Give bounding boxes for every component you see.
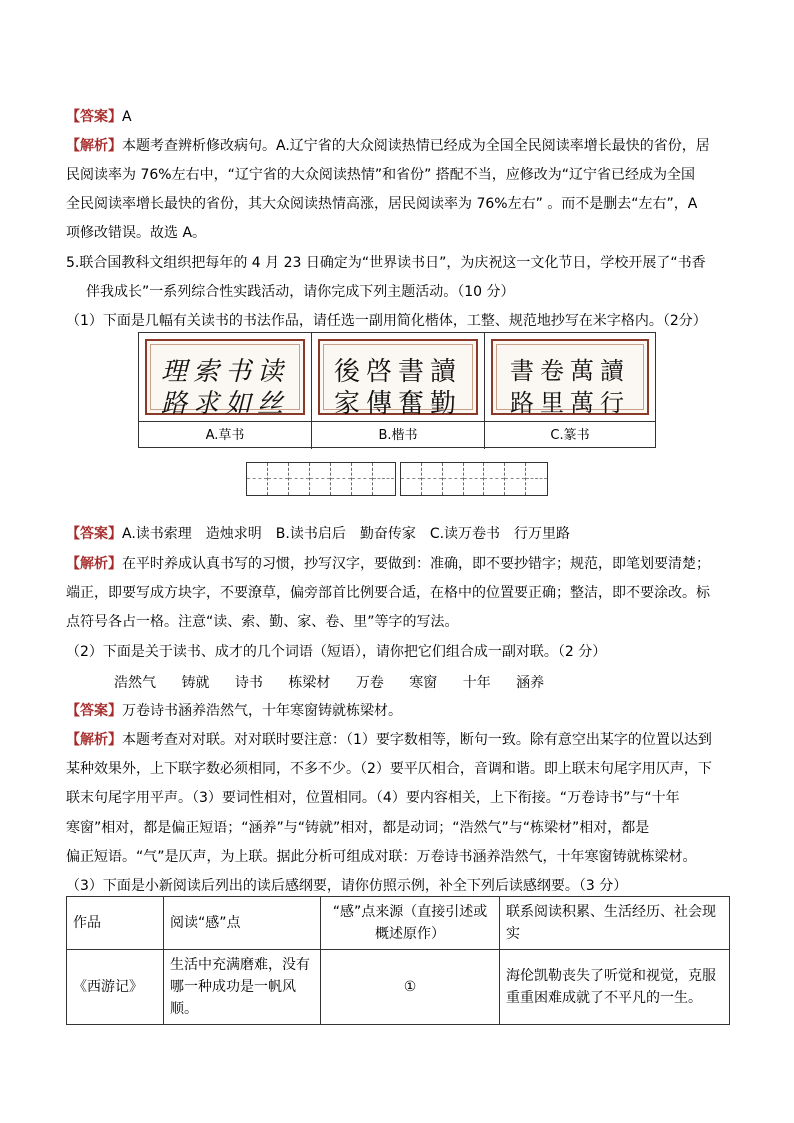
answer-text: 万卷诗书涵养浩然气，十年寒窗铸就栋梁材。: [122, 703, 402, 719]
table-header-cell: 阅读“感”点: [164, 897, 321, 950]
calligraphy-text: 家傳奮勤: [333, 389, 462, 419]
analysis-line: 全民阅读率增长最快的省份，其大众阅读热情高涨，居民阅读率为 76%左右” 。而不是删去“左右”，A: [66, 196, 698, 212]
analysis-text: 本题考查对对联。对对联时要注意：（1）要字数相等，断句一致。除有意空出某字的位置以达到: [122, 732, 712, 748]
answer-tag: 【答案】: [66, 109, 122, 125]
analysis-line: 偏正短语。“气”是仄声，为上联。据此分析可组成对联：万卷诗书涵养浩然气，十年寒窗铸就栋梁材。: [66, 849, 697, 865]
calligraphy-image-regular: [318, 339, 478, 419]
calligraphy-text: 理索书读: [160, 357, 289, 387]
word-item: 涵养: [516, 675, 545, 691]
analysis-line: 端正，即要写成方块字，不要潦草，偏旁部首比例要合适，在格中的位置要正确；整洁，即不要涂改。标: [66, 585, 710, 601]
sub1-answer-line: [66, 524, 730, 544]
sub2-answer-line: [66, 701, 730, 721]
table-row: [67, 950, 730, 1025]
question-5-line: 伴我成长”一系列综合性实践活动，请你完成下列主题活动。（10 分）: [86, 284, 515, 300]
sub1-analysis-line: [66, 554, 730, 574]
analysis-line: 某种效果外，上下联字数必须相同，不多不少。（2）要平仄相合，音调和谐。即上联末句尾字用仄声，下: [66, 761, 712, 777]
word-item: 铸就: [181, 675, 210, 691]
table-cell: 生活中充满磨难，没有哪一种成功是一帆风顺。: [164, 950, 321, 1025]
word-item: 栋梁材: [288, 675, 331, 691]
analysis-line: 寒窗”相对，都是偏正短语；“涵养”与“铸就”相对，都是动词；“浩然气”与“栋梁材”相对，都是: [66, 820, 650, 836]
calligraphy-cell-cursive: [139, 333, 312, 421]
table-cell: 海伦凯勒丧失了听觉和视觉，克服重重困难成就了不平凡的一生。: [500, 950, 730, 1025]
word-item: 寒窗: [409, 675, 438, 691]
analysis-line: 联末句尾字用平声。（3）要词性相对，位置相同。（4）要内容相关，上下衔接。“万卷诗书”与“十年: [66, 790, 680, 806]
subquestion-1-prompt: （1）下面是几幅有关读书的书法作品，请任选一副用简化楷体，工整、规范地抄写在米字格内。（2分）: [66, 313, 707, 329]
answer-text: A.读书索理 造烛求明 B.读书启后 勤奋传家 C.读万卷书 行万里路: [122, 526, 571, 542]
table-header-cell: 作品: [67, 897, 164, 950]
analysis-tag: 【解析】: [66, 556, 122, 572]
calligraphy-table: [138, 332, 656, 448]
analysis-text: 本题考查辨析修改病句。A.辽宁省的大众阅读热情已经成为全国全民阅读率增长最快的省份，居: [122, 138, 710, 154]
analysis-line: 民阅读率为 76%左右中，“辽宁省的大众阅读热情”和省份” 搭配不当，应修改为“辽宁省已经成为全国: [66, 167, 696, 183]
subquestion-2-prompt: （2）下面是关于读书、成才的几个词语（短语），请你把它们组合成一副对联。（2 分）: [66, 644, 607, 660]
analysis-tag: 【解析】: [66, 138, 122, 154]
caption-regular: B.楷书: [312, 422, 485, 449]
analysis-line: 项修改错误。故选 A。: [66, 225, 207, 241]
calligraphy-cell-regular: [312, 333, 485, 421]
word-item: 诗书: [234, 675, 263, 691]
table-cell: 《西游记》: [67, 950, 164, 1025]
analysis-line: [66, 136, 730, 156]
calligraphy-image-cursive: [145, 339, 305, 419]
calligraphy-text: 書卷萬讀: [510, 357, 630, 385]
answer-tag: 【答案】: [66, 703, 122, 719]
caption-cursive: A.草书: [139, 422, 312, 449]
table-header-cell: 联系阅读积累、生活经历、社会现实: [500, 897, 730, 950]
caption-row: [139, 421, 655, 449]
word-item: 浩然气: [114, 675, 156, 691]
reading-notes-table: [66, 896, 730, 1025]
writing-grid-right[interactable]: [400, 462, 548, 496]
analysis-tag: 【解析】: [66, 732, 122, 748]
calligraphy-image-seal: [491, 339, 649, 415]
subquestion-3-prompt: （3）下面是小新阅读后列出的读后感纲要，请你仿照示例，补全下列后读感纲要。（3 分）: [66, 878, 628, 894]
caption-seal: C.篆书: [550, 428, 590, 443]
calligraphy-text: 路里萬行: [510, 389, 630, 417]
calligraphy-text: 後啓書讀: [333, 357, 462, 387]
answer-line: [66, 107, 730, 127]
analysis-text: 在平时养成认真书写的习惯，抄写汉字，要做到：准确，即不要抄错字；规范，即笔划要清楚；: [122, 556, 710, 572]
word-item: 万卷: [355, 675, 384, 691]
sub2-analysis-line: [66, 730, 730, 750]
answer-text: A: [122, 109, 132, 125]
word-item: 十年: [462, 675, 491, 691]
word-list: [114, 672, 565, 692]
question-5-line: 5.联合国教科文组织把每年的 4 月 23 日确定为“世界读书日”，为庆祝这一文化节日，学校开展了“书香: [66, 255, 706, 271]
calligraphy-text: 路求如丝: [160, 389, 289, 419]
table-header-row: [67, 897, 730, 950]
table-cell-blank[interactable]: ①: [321, 950, 500, 1025]
table-header-cell: “感”点来源（直接引述或概述原作）: [321, 897, 500, 950]
writing-grid-left[interactable]: [246, 462, 396, 496]
analysis-line: 点符号各占一格。注意“读、索、勤、家、卷、里”等字的写法。: [66, 614, 459, 630]
answer-tag: 【答案】: [66, 526, 122, 542]
calligraphy-cell-seal: [485, 333, 655, 421]
